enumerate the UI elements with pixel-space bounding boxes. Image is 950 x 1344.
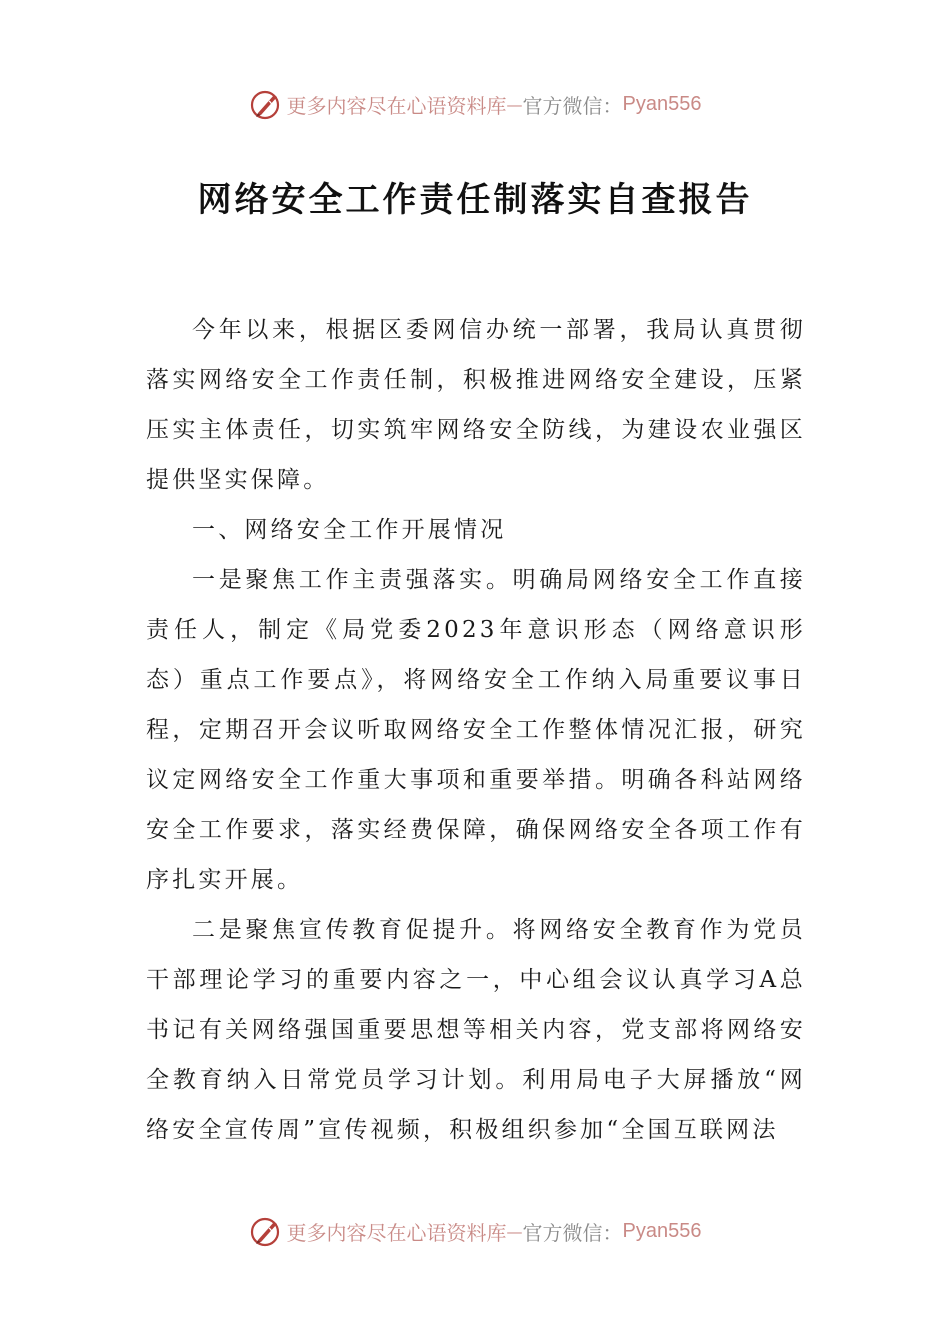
body-paragraph: 今年以来，根据区委网信办统一部署，我局认真贯彻落实网络安全工作责任制，积极推进网络安全建设，压紧压实主体责任，切实筑牢网络安全防线，为建设农业强区提供坚实保障。	[146, 317, 806, 493]
body-paragraph: 一是聚焦工作主责强落实。明确局网络安全工作直接责任人，制定《局党委2023年意识形态（网络意识形态）重点工作要点》，将网络安全工作纳入局重要议事日程，定期召开会议听取网络安全工作整体情况汇报，研究议定网络安全工作重大事项和重要举措。明确各科站网络安全工作要求，落实经费保障，确保网络安全各项工作有序扎实开展。	[146, 567, 806, 893]
watermark-official-label: 官方微信：	[522, 1220, 623, 1245]
watermark-dash: —	[506, 94, 523, 114]
watermark-dash: —	[506, 1221, 523, 1241]
document-title: 网络安全工作责任制落实自查报告	[197, 180, 753, 220]
watermark-official-label: 官方微信：	[522, 93, 623, 118]
body-paragraph: 二是聚焦宣传教育促提升。将网络安全教育作为党员干部理论学习的重要内容之一，中心组会议认真学习A总书记有关网络强国重要思想等相关内容，党支部将网络安全教育纳入日常党员学习计划。利用局电子大屏播放“网络安全宣传周”宣传视频，积极组织参加“全国互联网法	[146, 917, 806, 1143]
watermark-text: 更多内容尽在心语资料库	[286, 93, 507, 118]
header-watermark-banner	[0, 84, 950, 124]
watermark-wechat-id: Pyan556	[622, 92, 702, 115]
document-body	[146, 305, 806, 1155]
watermark-wechat-id: Pyan556	[622, 1219, 702, 1242]
pen-logo-icon	[249, 1214, 283, 1248]
pen-logo-icon	[249, 87, 283, 121]
section-heading: 一、网络安全工作开展情况	[192, 517, 507, 543]
footer-watermark-banner	[0, 1211, 950, 1251]
watermark-text: 更多内容尽在心语资料库	[286, 1220, 507, 1245]
